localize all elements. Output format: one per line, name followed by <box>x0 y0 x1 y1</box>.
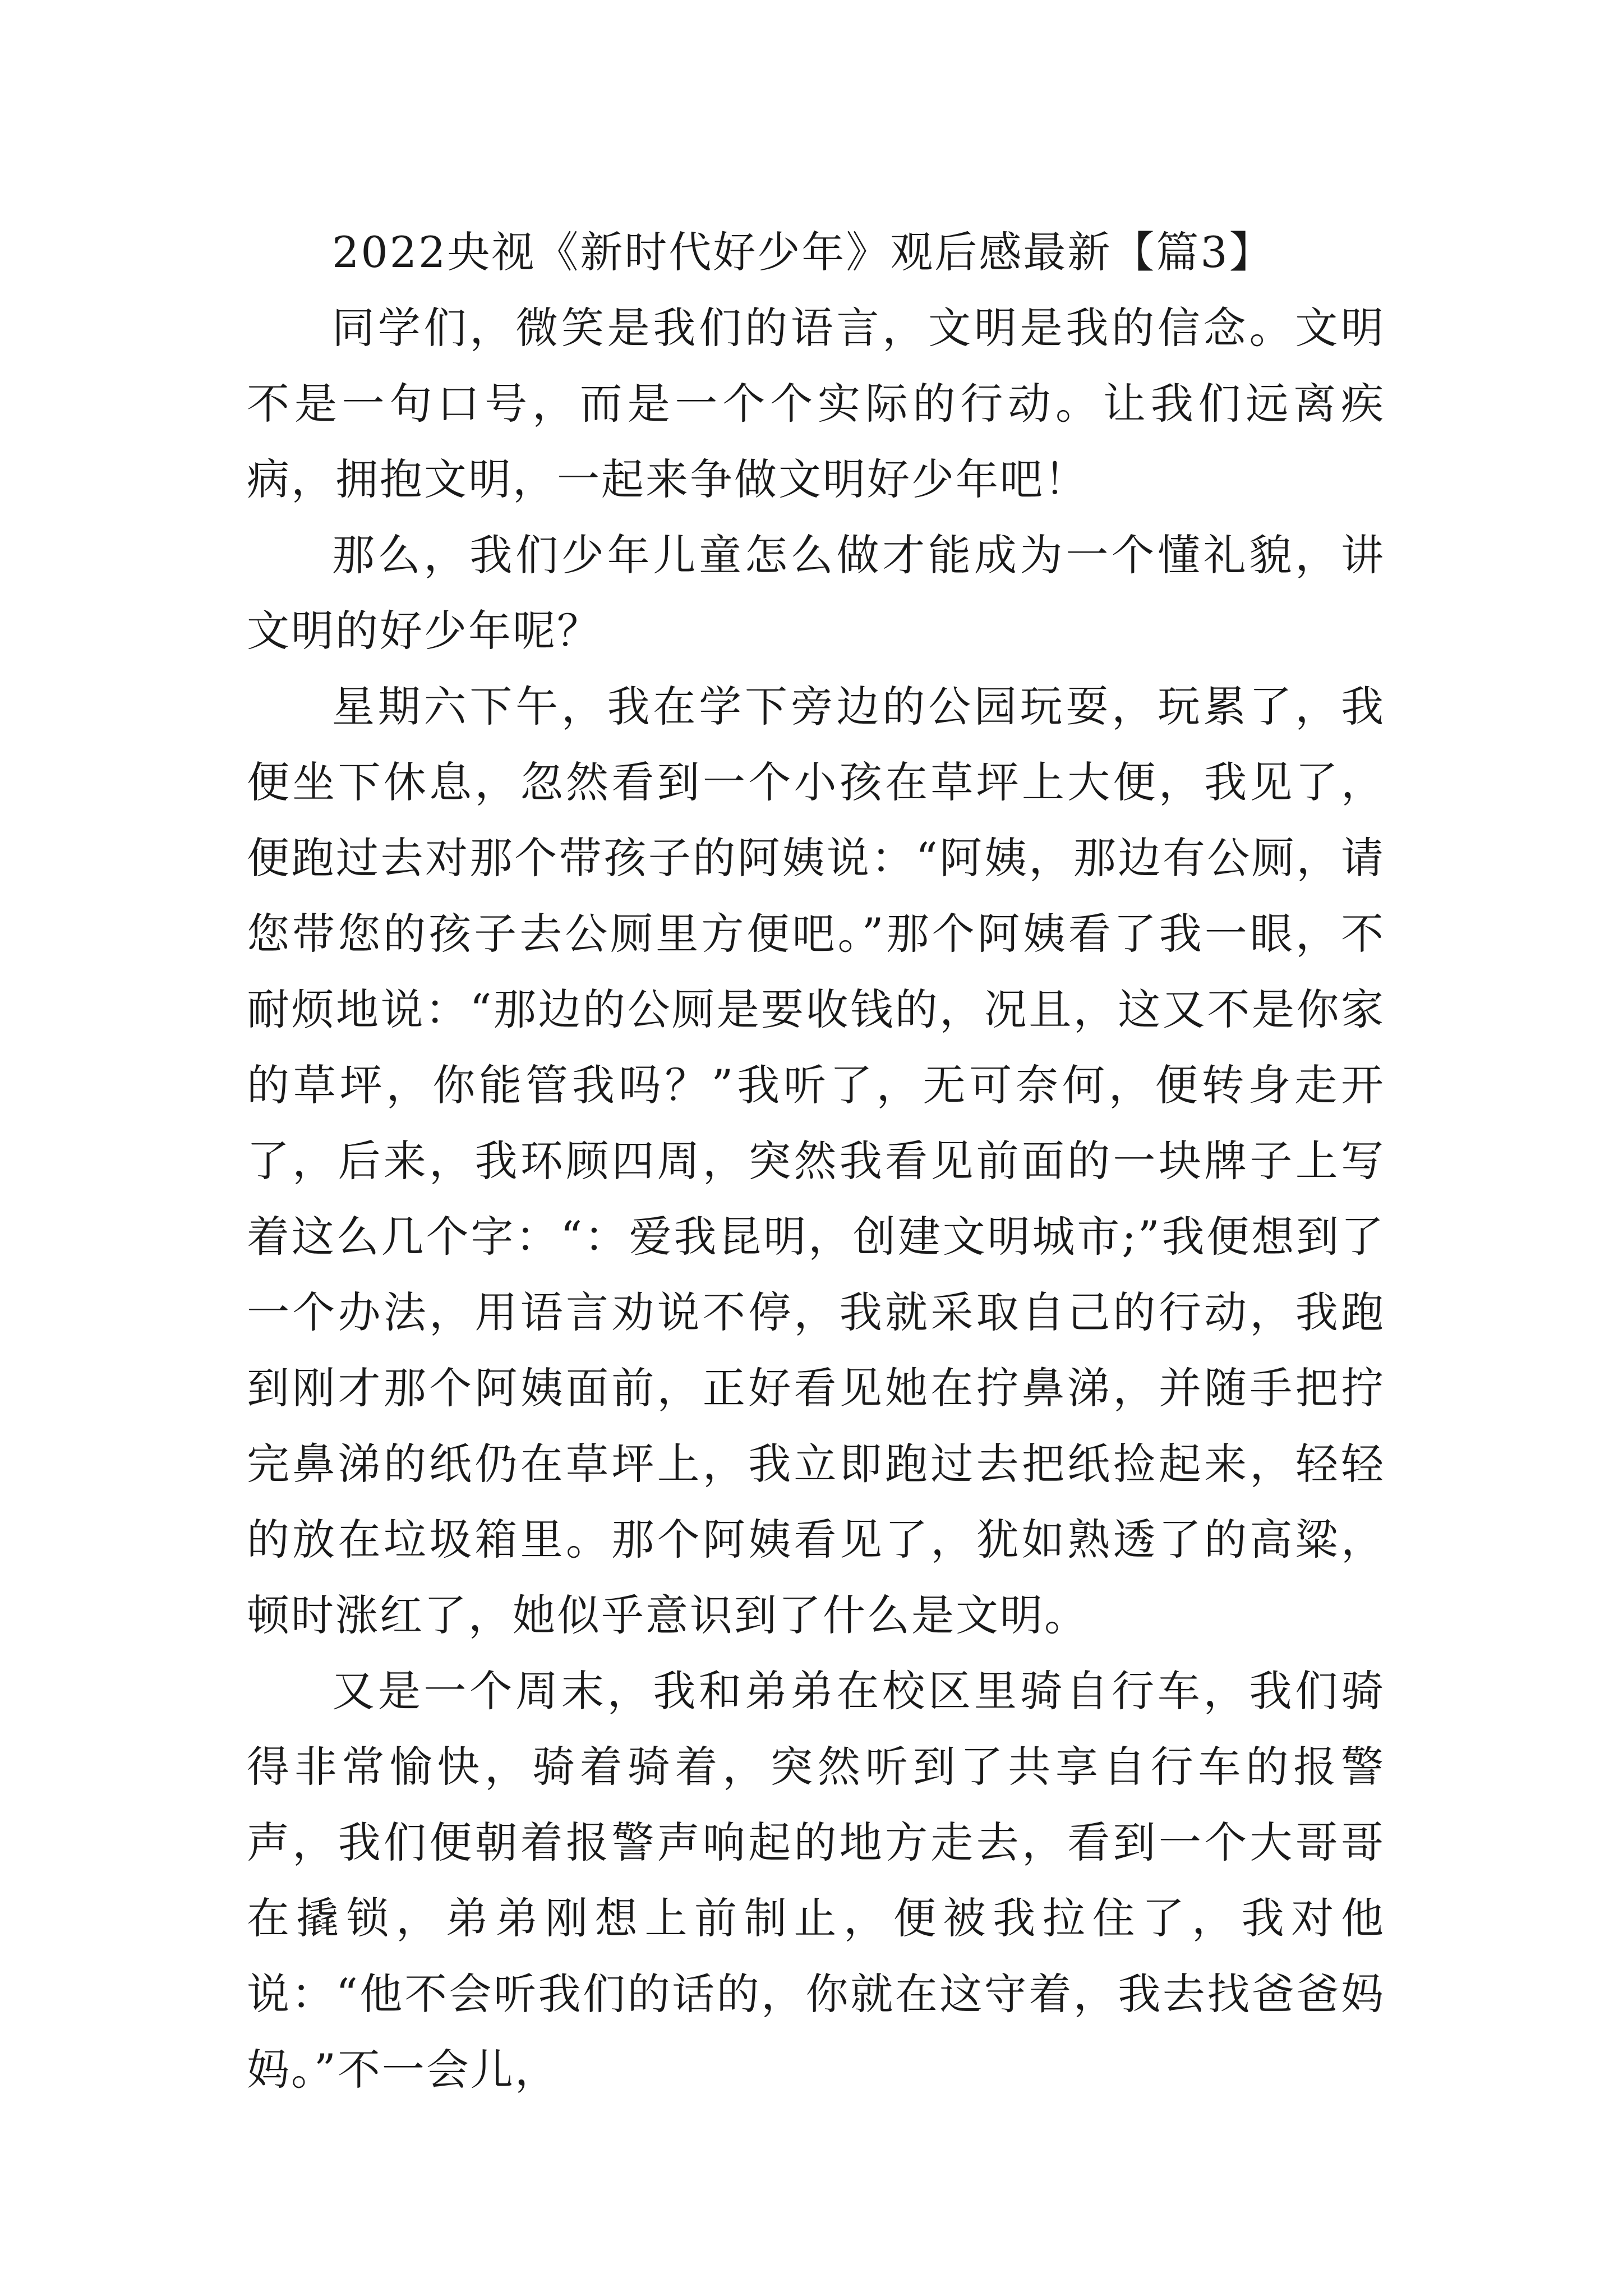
paragraph-1: 同学们，微笑是我们的语言，文明是我的信念。文明不是一句口号，而是一个个实际的行动。让我们远离疾病，拥抱文明，一起来争做文明好少年吧！ <box>247 303 1385 504</box>
document-title: 2022央视《新时代好少年》观后感最新【篇3】 <box>332 227 1274 277</box>
paragraph-2: 那么，我们少年儿童怎么做才能成为一个懂礼貌，讲文明的好少年呢？ <box>247 530 1385 656</box>
paragraph-4: 又是一个周末，我和弟弟在校区里骑自行车，我们骑得非常愉快，骑着骑着，突然听到了共享自行车的报警声，我们便朝着报警声响起的地方走去，看到一个大哥哥在撬锁，弟弟刚想上前制止，便被我拉住了，我对他说：“他不会听我们的话的，你就在这守着，我去找爸爸妈妈。”不一会儿， <box>247 1666 1385 2095</box>
document-body <box>247 214 1385 2108</box>
paragraph-3: 星期六下午，我在学下旁边的公园玩耍，玩累了，我便坐下休息，忽然看到一个小孩在草坪上大便，我见了，便跑过去对那个带孩子的阿姨说：“阿姨，那边有公厕，请您带您的孩子去公厕里方便吧。”那个阿姨看了我一眼，不耐烦地说：“那边的公厕是要收钱的，况且，这又不是你家的草坪，你能管我吗？”我听了，无可奈何，便转身走开了，后来，我环顾四周，突然我看见前面的一块牌子上写着这么几个字：“：爱我昆明，创建文明城市;”我便想到了一个办法，用语言劝说不停，我就采取自己的行动，我跑到刚才那个阿姨面前，正好看见她在拧鼻涕，并随手把拧完鼻涕的纸仍在草坪上，我立即跑过去把纸捡起来，轻轻的放在垃圾箱里。那个阿姨看见了，犹如熟透了的高粱，顿时涨红了，她似乎意识到了什么是文明。 <box>247 682 1385 1640</box>
